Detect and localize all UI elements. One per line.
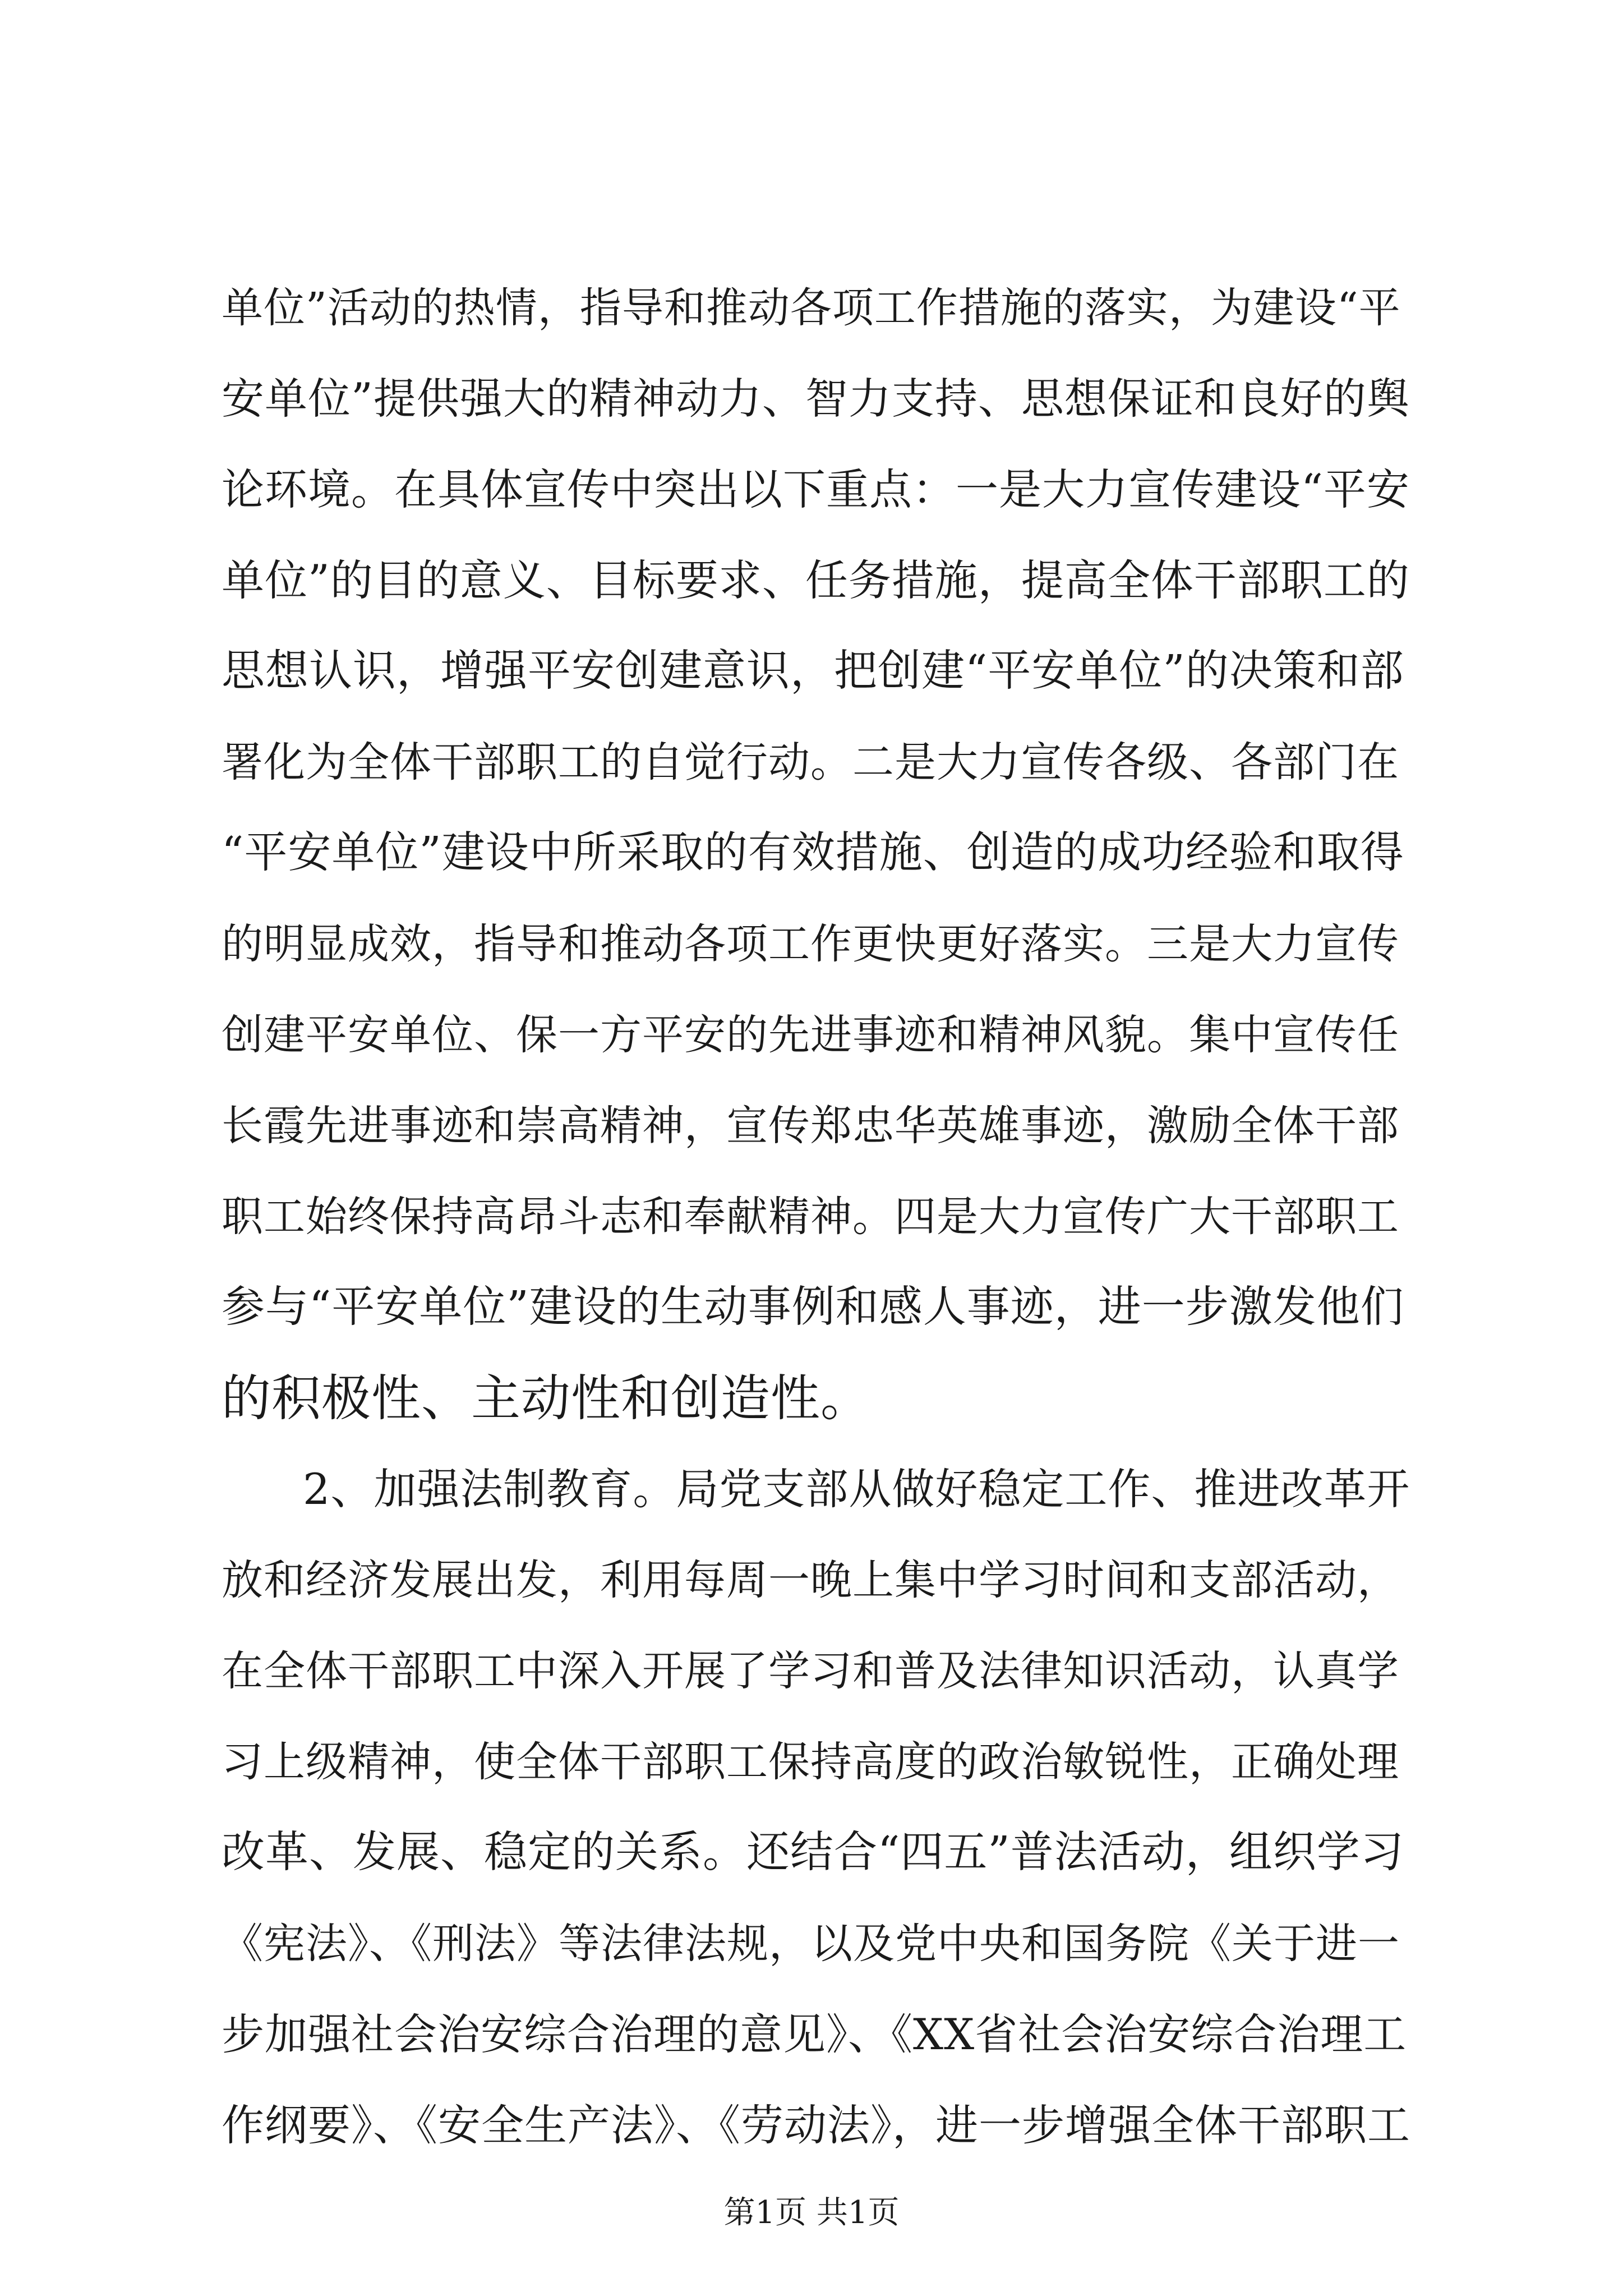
paragraph-1-line-1: 单位”活动的热情，指导和推动各项工作措施的落实，为建设“平 bbox=[222, 284, 1401, 332]
paragraph-1-line-6: 署化为全体干部职工的自觉行动。二是大力宣传各级、各部门在 bbox=[222, 738, 1399, 786]
paragraph-1-line-7: “平安单位”建设中所采取的有效措施、创造的成功经验和取得 bbox=[222, 828, 1404, 878]
paragraph-2-line-8: 作纲要》、《安全生产法》、《劳动法》，进一步增强全体干部职工 bbox=[222, 2100, 1410, 2150]
paragraph-1-line-11: 职工始终保持高昂斗志和奉献精神。四是大力宣传广大干部职工 bbox=[222, 1193, 1399, 1241]
paragraph-2-line-7: 步加强社会治安综合治理的意见》、《XX省社会治安综合治理工 bbox=[222, 2009, 1407, 2059]
paragraph-1-line-5: 思想认识，增强平安创建意识，把创建“平安单位”的决策和部 bbox=[222, 646, 1404, 696]
paragraph-1-line-13: 的积极性、主动性和创造性。 bbox=[222, 1369, 871, 1427]
paragraph-2-line-1: 2、加强法制教育。局党支部从做好稳定工作、推进改革开 bbox=[303, 1464, 1410, 1514]
paragraph-2-line-3: 在全体干部职工中深入开展了学习和普及法律知识活动，认真学 bbox=[222, 1647, 1399, 1695]
paragraph-2-line-5: 改革、发展、稳定的关系。还结合“四五”普法活动，组织学习 bbox=[222, 1828, 1404, 1878]
paragraph-1-line-3: 论环境。在具体宣传中突出以下重点：一是大力宣传建设“平安 bbox=[222, 464, 1410, 514]
paragraph-2-line-2: 放和经济发展出发，利用每周一晚上集中学习时间和支部活动， bbox=[222, 1556, 1399, 1604]
page-footer: 第1页 共1页 bbox=[723, 2194, 900, 2231]
paragraph-2-line-4: 习上级精神，使全体干部职工保持高度的政治敏锐性，正确处理 bbox=[222, 1738, 1399, 1786]
paragraph-1-line-9: 创建平安单位、保一方平安的先进事迹和精神风貌。集中宣传任 bbox=[222, 1011, 1399, 1059]
paragraph-1-line-10: 长霞先进事迹和崇高精神，宣传郑忠华英雄事迹，激励全体干部 bbox=[222, 1102, 1399, 1150]
paragraph-1-line-4: 单位”的目的意义、目标要求、任务措施，提高全体干部职工的 bbox=[222, 555, 1410, 605]
paragraph-1-line-2: 安单位”提供强大的精神动力、智力支持、思想保证和良好的舆 bbox=[222, 374, 1410, 424]
paragraph-2-line-6: 《宪法》、《刑法》等法律法规，以及党中央和国务院《关于进一 bbox=[222, 1920, 1400, 1968]
paragraph-1-line-8: 的明显成效，指导和推动各项工作更快更好落实。三是大力宣传 bbox=[222, 920, 1399, 968]
paragraph-1-line-12: 参与“平安单位”建设的生动事例和感人事迹，进一步激发他们 bbox=[222, 1282, 1404, 1332]
